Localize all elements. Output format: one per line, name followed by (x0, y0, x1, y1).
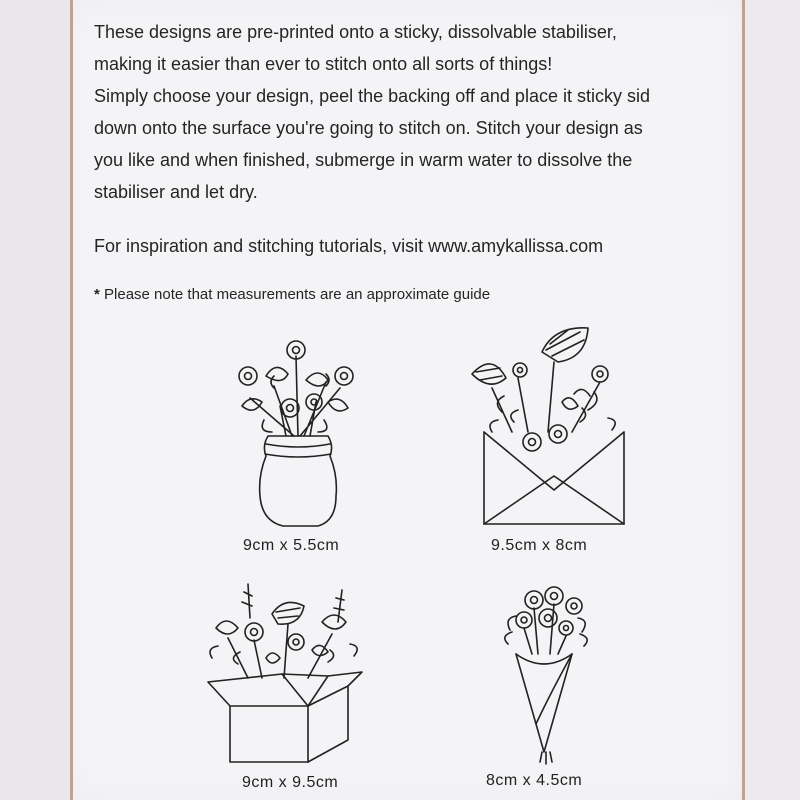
instruction-line: you like and when finished, submerge in warm water to dissolve the (94, 150, 633, 170)
vase-flowers-icon (228, 336, 368, 532)
note-text: Please note that measurements are an approximate guide (104, 286, 491, 303)
instruction-line: down onto the surface you're going to stitch on. Stitch your design as (94, 118, 643, 138)
instruction-line: These designs are pre-printed onto a sticky, dissolvable stabiliser, (94, 22, 617, 42)
dimension-label-box: 9cm x 9.5cm (242, 774, 339, 791)
bouquet-flowers-icon (496, 584, 596, 774)
page-edge (745, 0, 800, 800)
instruction-line: making it easier than ever to stitch onto all sorts of things! (94, 54, 553, 74)
left-border-line (70, 0, 73, 800)
design-envelope (462, 322, 632, 527)
design-vase (228, 336, 368, 532)
design-bouquet (496, 584, 596, 774)
dimension-label-vase: 9cm x 5.5cm (243, 537, 340, 554)
envelope-flowers-icon (462, 322, 632, 527)
website-line: For inspiration and stitching tutorials, visit www.amykallissa.com (94, 236, 604, 256)
asterisk: * (94, 286, 100, 303)
design-box (192, 578, 382, 768)
dimension-label-bouquet: 8cm x 4.5cm (486, 772, 583, 789)
instruction-line: Simply choose your design, peel the backing off and place it sticky sid (94, 86, 650, 106)
dimension-label-envelope: 9.5cm x 8cm (491, 537, 588, 554)
box-flowers-icon (192, 578, 382, 768)
instructions-paragraph (94, 16, 734, 208)
instruction-line: stabiliser and let dry. (94, 182, 258, 202)
measurement-note (94, 286, 490, 303)
